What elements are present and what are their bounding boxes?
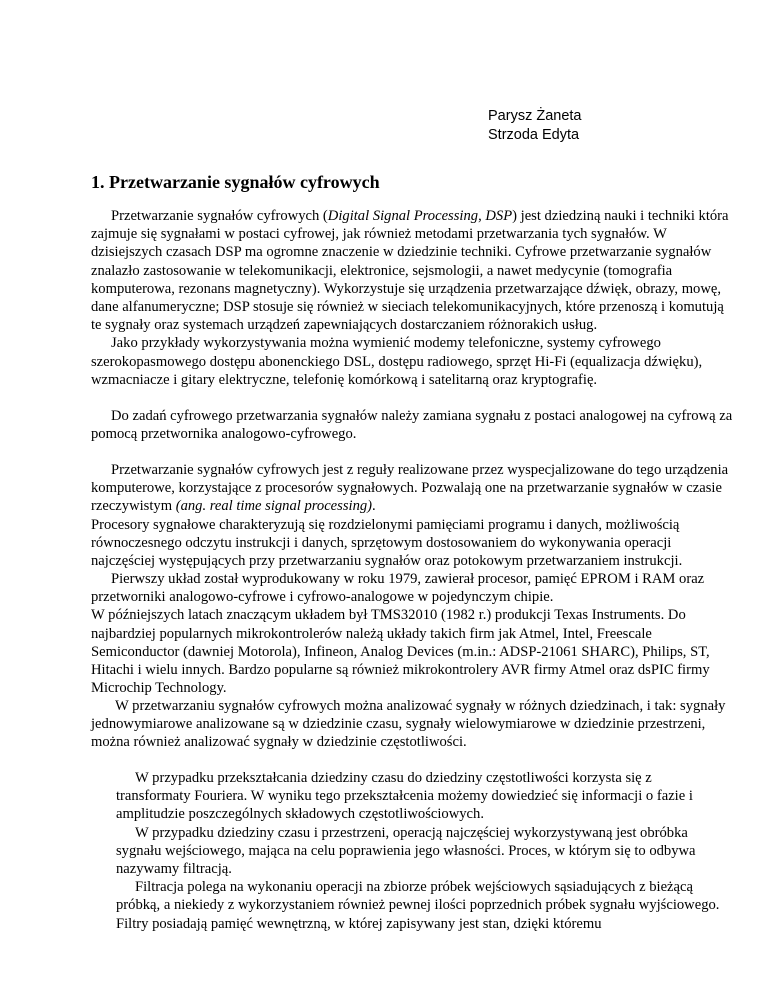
- section-filtering: [116, 769, 727, 933]
- paragraph-conversion: Do zadań cyfrowego przetwarzania sygnałów należy zamiana sygnału z postaci analogowej na cyfrową za pomocą przetwornika analogowo-cyfrowego.: [91, 408, 733, 443]
- paragraph-filtration: W przypadku dziedziny czasu i przestrzeni, operacją najczęściej wykorzystywaną jest obróbka sygnału wejściowego, mająca na celu poprawienia jego własności. Proces, w którym się to odbywa nazywamy filtracją.: [116, 824, 696, 878]
- author-name: Parysz Żaneta: [488, 108, 582, 124]
- section-conversion: [91, 407, 737, 443]
- paragraph-fourier: W przypadku przekształcania dziedziny czasu do dziedziny częstotliwości korzysta się z transformaty Fouriera. W wyniku tego przekształcenia możemy dowiedzieć się informacji o fazie i amplitudzie poszczególnych składowych częstotliwościowych.: [116, 770, 693, 823]
- paragraph-realtime: Przetwarzanie sygnałów cyfrowych jest z reguły realizowane przez wyspecjalizowane do tego urządzenia komputerowe, korzystające z procesorów sygnałowych. Pozwalają one na przetwarzanie sygnałów w czasie rzeczywistym (ang. real time signal processing).: [91, 462, 729, 515]
- paragraph-filters: Filtracja polega na wykonaniu operacji na zbiorze próbek wejściowych sąsiadujących z bieżącą próbką, a niekiedy z wykorzystaniem również pewnej ilości poprzednich próbek sygnału wyjściowego. Filtry posiadają pamięć wewnętrzną, w której zapisywany jest stan, dzięki któremu: [116, 879, 720, 932]
- author-name: Strzoda Edyta: [488, 127, 580, 143]
- paragraph-manufacturers: W późniejszych latach znaczącym układem był TMS32010 (1982 r.) produkcji Texas Instruments. Do najbardziej popularnych mikrokontrolerów należą układy takich firm jak Atmel, Intel, Freescale Semiconductor (dawniej Motorola), Infineon, Analog Devices (m.in.: ADSP-21061 SHARC), Philips, ST, Hitachi i wielu innych. Bardzo popularne są również mikrokontrolery AVR firmy Atmel oraz dsPIC firmy Microchip Technology.: [91, 607, 710, 697]
- section-heading: 1. Przetwarzanie sygnałów cyfrowych: [91, 172, 380, 192]
- paragraph-examples: Jako przykłady wykorzystywania można wymienić modemy telefoniczne, systemy cyfrowego szerokopasmowego dostępu abonenckiego DSL, dostępu radiowego, sprzęt Hi-Fi (equalizacja dźwięku), wzmacniacze i gitary elektryczne, telefonię komórkową i satelitarną oraz kryptografię.: [91, 335, 703, 388]
- section-domains: [91, 697, 737, 752]
- paragraph-domains: W przetwarzaniu sygnałów cyfrowych można analizować sygnały w różnych dziedzinach, i tak: sygnały jednowymiarowe analizowane są w dziedzinie czasu, sygnały wielowymiarowe w dziedzinie przestrzeni, można również analizować sygnały w dziedzinie częstotliwości.: [91, 698, 726, 751]
- section-intro: [91, 207, 737, 389]
- paragraph-intro: Przetwarzanie sygnałów cyfrowych (Digital Signal Processing, DSP) jest dziedziną nauki i techniki która zajmuje się sygnałami w postaci cyfrowej, jak również metodami przetwarzania tych sygnałów. W dzisiejszych czasach DSP ma ogromne znaczenie w dziedzinie techniki. Cyfrowe przetwarzanie sygnałów znalazło zastosowanie w telekomunikacji, elektronice, sejsmologii, a nawet medycynie (tomografia komputerowa, rezonans magnetyczny). Wykorzystuje się urządzenia przetwarzające dźwięk, obrazy, mowę, dane alfanumeryczne; DSP stosuje się również w sieciach telekomunikacyjnych, które przenoszą i komutują te sygnały oraz systemach urządzeń zapewniających dostarczaniem różnorakich usług.: [91, 208, 729, 334]
- paragraph-processors: Procesory sygnałowe charakteryzują się rozdzielonymi pamięciami programu i danych, możliwością równoczesnego odczytu instrukcji i danych, sprzętowym dostosowaniem do wykonywania operacji najczęściej występujących przy przetwarzaniu sygnałów oraz potokowym przetwarzaniem instrukcji.: [91, 516, 683, 570]
- paragraph-first-chip: Pierwszy układ został wyprodukowany w roku 1979, zawierał procesor, pamięć EPROM i RAM oraz przetworniki analogowo-cyfrowe i cyfrowo-analogowe w pojedynczym chipie.: [91, 571, 705, 606]
- authors-block: [488, 107, 582, 145]
- section-history: [91, 570, 737, 697]
- section-processors: [91, 461, 737, 570]
